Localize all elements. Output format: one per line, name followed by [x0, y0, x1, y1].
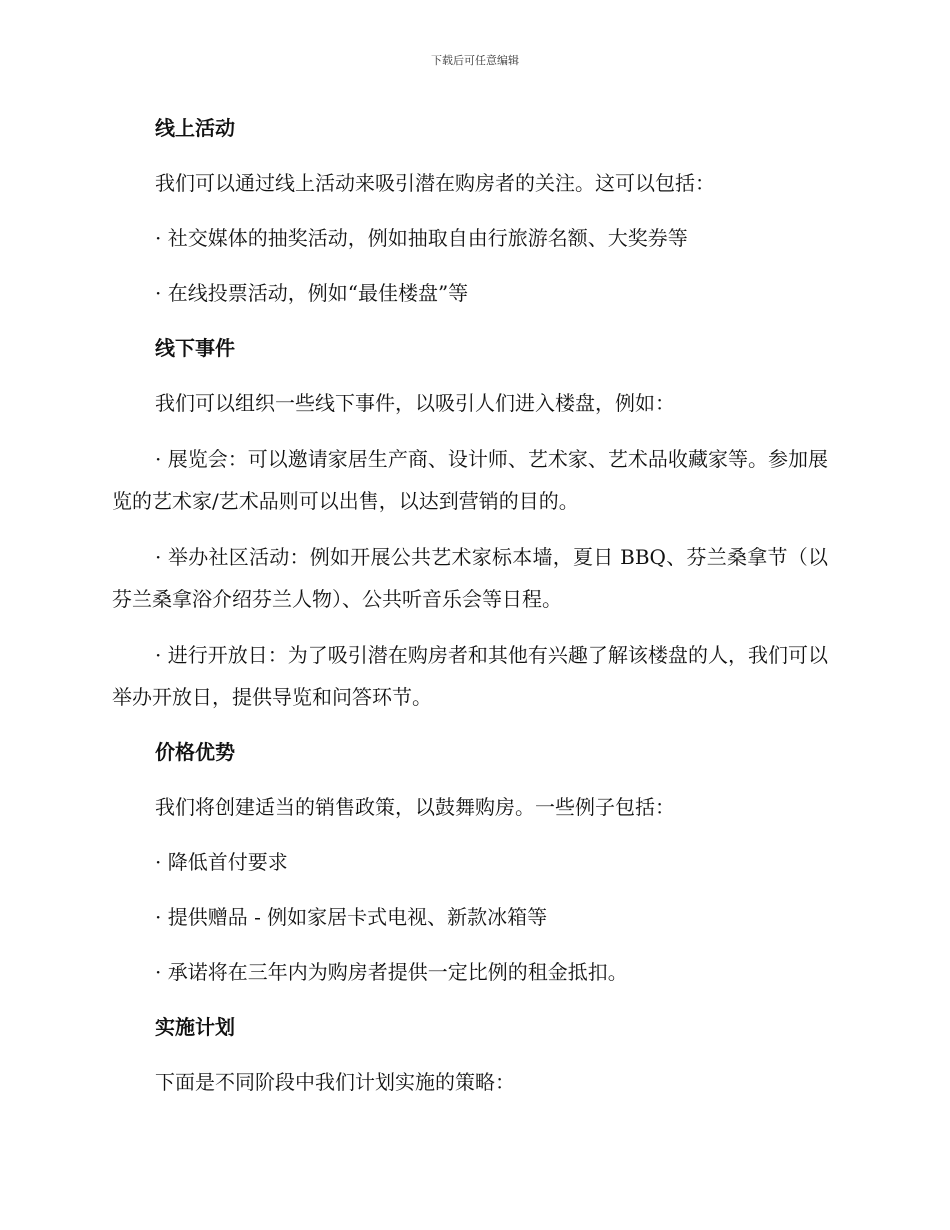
paragraph: 我们可以通过线上活动来吸引潜在购房者的关注。这可以包括： [155, 171, 715, 195]
bullet-item: · 进行开放日：为了吸引潜在购房者和其他有兴趣了解该楼盘的人，我们可以举办开放日，提供导览和问答环节。 [112, 643, 828, 709]
paragraph: 我们将创建适当的销售政策，以鼓舞购房。一些例子包括： [155, 795, 675, 819]
section-heading-implementation-plan: 实施计划 [155, 1015, 235, 1039]
page-header: 下载后可任意编辑 [431, 54, 519, 67]
section-heading-online-activities: 线上活动 [155, 116, 235, 140]
bullet-item: · 降低首付要求 [155, 850, 288, 874]
paragraph: 下面是不同阶段中我们计划实施的策略： [155, 1070, 515, 1094]
bullet-item: · 承诺将在三年内为购房者提供一定比例的租金抵扣。 [155, 960, 628, 984]
document-body [112, 108, 828, 1117]
bullet-item: · 提供赠品 - 例如家居卡式电视、新款冰箱等 [155, 905, 548, 929]
section-heading-price-advantage: 价格优势 [155, 740, 235, 764]
bullet-item: · 举办社区活动：例如开展公共艺术家标本墙，夏日 BBQ、芬兰桑拿节（以芬兰桑拿浴介绍芬兰人物）、公共听音乐会等日程。 [112, 545, 828, 611]
bullet-item: · 社交媒体的抽奖活动，例如抽取自由行旅游名额、大奖券等 [155, 226, 688, 250]
bullet-item: · 展览会：可以邀请家居生产商、设计师、艺术家、艺术品收藏家等。参加展览的艺术家/艺术品则可以出售，以达到营销的目的。 [112, 447, 828, 513]
section-heading-offline-events: 线下事件 [155, 336, 235, 360]
bullet-item: · 在线投票活动，例如“最佳楼盘”等 [155, 281, 469, 305]
paragraph: 我们可以组织一些线下事件，以吸引人们进入楼盘，例如： [155, 391, 675, 415]
